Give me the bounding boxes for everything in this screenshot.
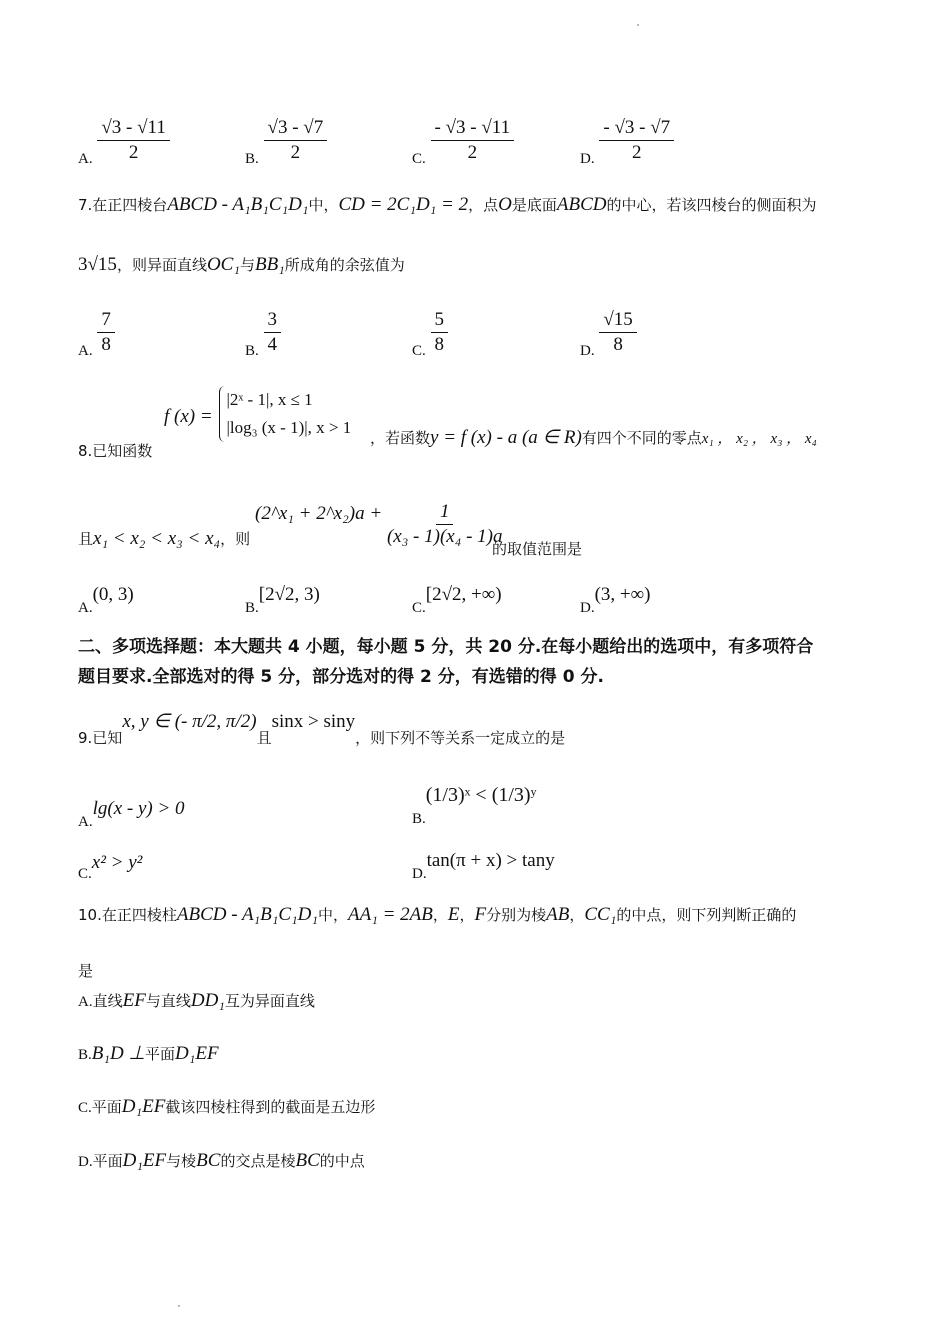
q9-option-c: C.x² > y² [78, 852, 143, 882]
q6-option-a: A. $\frac{√3 - √11}{2}$ [78, 116, 170, 165]
q10-stem-line1: 10.在正四棱柱ABCD - A₁B₁C₁D₁中，AA₁ = 2AB，E，F分别为棱AB，CC₁的中点，则下列判断正确的 [78, 904, 797, 925]
q6-option-d: D. $\frac{- √3 - √7}{2}$ [580, 116, 674, 165]
q8-stem-line2-end: 的取值范围是 [492, 540, 583, 558]
q7-stem-line2: 3√15，则异面直线OC₁与BB₁所成角的余弦值为 [78, 254, 405, 275]
q8-piecewise-function: f (x) = |2ˣ - 1|, x ≤ 1 |log₃ (x - 1)|, x > 1 [164, 386, 351, 442]
q6-option-b: B. $\frac{√3 - √7}{2}$ [245, 116, 327, 165]
q7-option-b: B. $\frac{3}{4}$ [245, 308, 281, 357]
q8-option-d: D.(3, +∞) [580, 584, 651, 616]
q10-option-d: D.平面D₁EF与棱BC的交点是棱BC的中点 [78, 1150, 365, 1171]
q8-option-b: B.[2√2, 3) [245, 584, 320, 616]
q8-option-a: A.(0, 3) [78, 584, 134, 616]
q9-stem: 9.已知x, y ∈ (- π/2, π/2)且sinx > siny，则下列不等关系一定成立的是 [78, 711, 566, 747]
section-heading-line1: 二、多项选择题：本大题共 4 小题，每小题 5 分，共 20 分.在每小题给出的选项中，有多项符合 [78, 637, 814, 657]
q10-option-c: C.平面D₁EF截该四棱柱得到的截面是五边形 [78, 1096, 376, 1117]
q9-option-d: D.tan(π + x) > tany [412, 850, 555, 882]
q10-option-a: A.直线EF与直线DD₁互为异面直线 [78, 990, 315, 1011]
page-dot [637, 24, 639, 26]
q7-option-d: D. $\frac{√15}{8}$ [580, 308, 637, 357]
q8-stem-line1-rest: ，若函数y = f (x) - a (a ∈ R)有四个不同的零点x₁ ， x₂ ， x₃ ， x₄ [370, 427, 817, 448]
q10-option-b: B.B₁D ⊥平面D₁EF [78, 1043, 219, 1064]
q10-stem-line2: 是 [78, 962, 94, 980]
q9-option-b: B.(1/3)ˣ < (1/3)ʸ [412, 784, 537, 827]
q8-stem-label: 8.已知函数 [78, 442, 153, 460]
q7-option-c: C. $\frac{5}{8}$ [412, 308, 448, 357]
page-dot [178, 1305, 180, 1307]
q6-option-c: C. $\frac{- √3 - √11}{2}$ [412, 116, 514, 165]
q7-option-a: A. $\frac{7}{8}$ [78, 308, 115, 357]
q8-expression: (2^x₁ + 2^x₂)a + $\frac{1}{\text{(x₃ - 1)(x₄ - 1)a}}$ [255, 501, 503, 547]
q8-stem-line2: 且x₁ < x₂ < x₃ < x₄，则 [78, 528, 251, 549]
q9-option-a: A.lg(x - y) > 0 [78, 798, 185, 830]
q8-option-c: C.[2√2, +∞) [412, 584, 502, 616]
q7-stem-line1: 7.在正四棱台ABCD - A₁B₁C₁D₁中，CD = 2C₁D₁ = 2，点O是底面ABCD的中心，若该四棱台的侧面积为 [78, 194, 817, 215]
section-heading-line2: 题目要求.全部选对的得 5 分，部分选对的得 2 分，有选错的得 0 分. [78, 667, 604, 687]
